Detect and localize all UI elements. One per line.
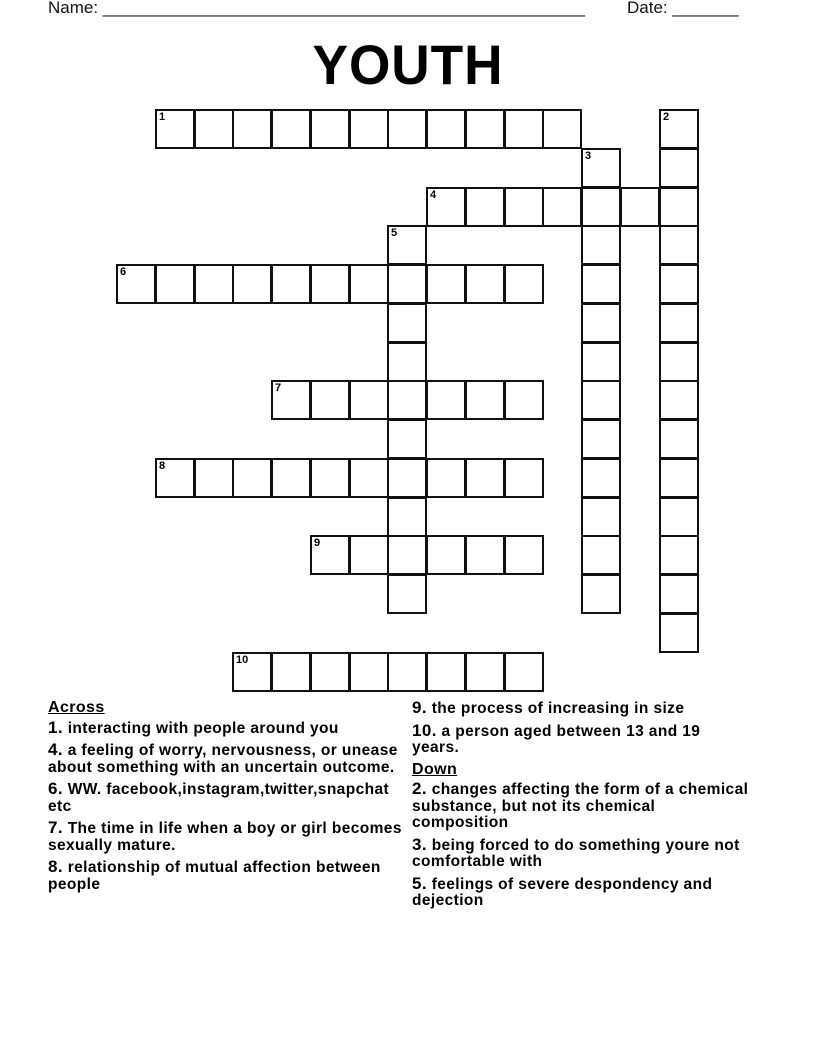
grid-cell[interactable]: [581, 574, 621, 614]
grid-cell[interactable]: [581, 264, 621, 304]
clue-number-label: 1: [159, 111, 166, 123]
grid-cell[interactable]: [504, 380, 544, 420]
clue-text: interacting with people around you: [62, 719, 339, 737]
grid-cell[interactable]: [659, 535, 699, 575]
grid-cell[interactable]: [659, 497, 699, 537]
grid-cell[interactable]: [659, 574, 699, 614]
clue-number-label: 4: [430, 189, 437, 201]
clues-column-right: [412, 700, 752, 915]
grid-cell[interactable]: [581, 148, 621, 188]
grid-cell[interactable]: [659, 148, 699, 188]
clue-number: 8.: [48, 857, 63, 876]
clue-across-9: [412, 700, 752, 718]
grid-cell[interactable]: [542, 109, 582, 149]
clue-number: 4.: [48, 740, 63, 759]
grid-cell[interactable]: [310, 652, 350, 692]
grid-cell[interactable]: [194, 109, 234, 149]
grid-cell[interactable]: [271, 380, 311, 420]
grid-cell[interactable]: [542, 187, 582, 227]
clue-number-label: 8: [159, 460, 166, 472]
grid-cell[interactable]: [659, 187, 699, 227]
clue-across-8: [48, 859, 403, 893]
name-field-label: Name: ___________________________________________________: [48, 0, 585, 17]
grid-cell[interactable]: [271, 652, 311, 692]
date-field-label: Date: _______: [627, 0, 739, 17]
grid-cell[interactable]: [581, 303, 621, 343]
grid-cell[interactable]: [581, 535, 621, 575]
grid-cell[interactable]: [310, 264, 350, 304]
grid-cell[interactable]: [465, 109, 505, 149]
grid-cell[interactable]: [426, 380, 466, 420]
grid-cell[interactable]: [271, 264, 311, 304]
clue-number-label: 7: [275, 382, 282, 394]
grid-cell[interactable]: [387, 380, 427, 420]
grid-cell[interactable]: [232, 652, 272, 692]
grid-cell[interactable]: [194, 458, 234, 498]
grid-cell[interactable]: [387, 419, 427, 459]
grid-cell[interactable]: [349, 264, 389, 304]
clue-down-2: [412, 781, 752, 832]
grid-cell[interactable]: [581, 458, 621, 498]
clue-number: 9.: [412, 698, 427, 717]
grid-cell[interactable]: [155, 264, 195, 304]
grid-cell[interactable]: [426, 458, 466, 498]
grid-cell[interactable]: [349, 458, 389, 498]
clue-number-label: 10: [236, 654, 249, 666]
grid-cell[interactable]: [504, 458, 544, 498]
clue-text: changes affecting the form of a chemical substance, but not its chemical composition: [412, 781, 749, 831]
grid-cell[interactable]: [271, 109, 311, 149]
clue-text: WW. facebook,instagram,twitter,snapchat etc: [48, 781, 390, 815]
grid-cell[interactable]: [155, 458, 195, 498]
grid-cell[interactable]: [349, 535, 389, 575]
grid-cell[interactable]: [310, 380, 350, 420]
grid-cell[interactable]: [426, 535, 466, 575]
grid-cell[interactable]: [155, 109, 195, 149]
clue-text: feelings of severe despondency and dejection: [412, 875, 713, 909]
grid-cell[interactable]: [620, 187, 660, 227]
grid-cell[interactable]: [310, 458, 350, 498]
grid-cell[interactable]: [426, 264, 466, 304]
grid-cell[interactable]: [387, 497, 427, 537]
grid-cell[interactable]: [310, 535, 350, 575]
grid-cell[interactable]: [465, 380, 505, 420]
clue-number: 10.: [412, 720, 437, 740]
grid-cell[interactable]: [310, 109, 350, 149]
grid-cell[interactable]: [194, 264, 234, 304]
grid-cell[interactable]: [387, 458, 427, 498]
grid-cell[interactable]: [659, 303, 699, 343]
grid-cell[interactable]: [504, 652, 544, 692]
clue-number-label: 9: [314, 537, 321, 549]
grid-cell[interactable]: [387, 535, 427, 575]
grid-cell[interactable]: [581, 187, 621, 227]
grid-cell[interactable]: [581, 342, 621, 382]
grid-cell[interactable]: [232, 264, 272, 304]
grid-cell[interactable]: [659, 225, 699, 265]
grid-cell[interactable]: [465, 264, 505, 304]
grid-cell[interactable]: [426, 109, 466, 149]
clue-number: 7.: [48, 818, 63, 837]
grid-cell[interactable]: [387, 303, 427, 343]
grid-cell[interactable]: [465, 535, 505, 575]
grid-cell[interactable]: [581, 497, 621, 537]
puzzle-title: YOUTH: [312, 33, 504, 96]
clue-number: 5.: [412, 873, 427, 893]
clue-number: 6.: [48, 779, 63, 798]
grid-cell[interactable]: [504, 109, 544, 149]
clue-number-label: 2: [663, 111, 670, 123]
grid-cell[interactable]: [504, 535, 544, 575]
grid-cell[interactable]: [659, 342, 699, 382]
clue-number-label: 6: [120, 266, 127, 278]
clue-text: the process of increasing in size: [426, 700, 685, 717]
clue-down-3: [412, 834, 752, 871]
grid-cell[interactable]: [349, 109, 389, 149]
grid-cell[interactable]: [659, 613, 699, 653]
grid-cell[interactable]: [349, 652, 389, 692]
clue-text: a feeling of worry, nervousness, or unease about something with an uncertain outcome.: [48, 742, 398, 776]
grid-cell[interactable]: [387, 225, 427, 265]
clue-down-5: [412, 873, 752, 910]
grid-cell[interactable]: [232, 458, 272, 498]
clue-number: 1.: [48, 717, 63, 737]
clue-across-4: [48, 742, 403, 776]
grid-cell[interactable]: [581, 225, 621, 265]
grid-cell[interactable]: [659, 458, 699, 498]
grid-cell[interactable]: [659, 380, 699, 420]
clue-text: a person aged between 13 and 19 years.: [412, 722, 701, 756]
grid-cell[interactable]: [426, 652, 466, 692]
grid-cell[interactable]: [387, 574, 427, 614]
clue-text: The time in life when a boy or girl becomes sexually mature.: [48, 820, 402, 854]
grid-cell[interactable]: [271, 458, 311, 498]
grid-cell[interactable]: [387, 652, 427, 692]
across-heading: Across: [48, 699, 105, 716]
clue-across-7: [48, 820, 403, 854]
grid-cell[interactable]: [504, 187, 544, 227]
grid-cell[interactable]: [387, 264, 427, 304]
clue-across-1: [48, 717, 403, 738]
grid-cell[interactable]: [387, 109, 427, 149]
clue-number: 2.: [412, 779, 427, 798]
grid-cell[interactable]: [659, 419, 699, 459]
clue-across-10: [412, 720, 752, 757]
grid-cell[interactable]: [349, 380, 389, 420]
clue-text: being forced to do something youre not comfortable with: [412, 836, 740, 870]
grid-cell[interactable]: [426, 187, 466, 227]
grid-cell[interactable]: [465, 458, 505, 498]
grid-cell[interactable]: [465, 652, 505, 692]
grid-cell[interactable]: [659, 264, 699, 304]
clues-column-left: [48, 700, 403, 898]
clue-number-label: 3: [585, 150, 592, 162]
clue-number-label: 5: [391, 227, 398, 239]
grid-cell[interactable]: [581, 419, 621, 459]
grid-cell[interactable]: [659, 109, 699, 149]
grid-cell[interactable]: [232, 109, 272, 149]
grid-cell[interactable]: [116, 264, 156, 304]
grid-cell[interactable]: [465, 187, 505, 227]
clue-number: 3.: [412, 834, 427, 854]
grid-cell[interactable]: [504, 264, 544, 304]
down-heading: Down: [412, 760, 458, 778]
clue-across-6: [48, 781, 403, 815]
grid-cell[interactable]: [581, 380, 621, 420]
clue-text: relationship of mutual affection between people: [48, 859, 381, 893]
grid-cell[interactable]: [387, 342, 427, 382]
